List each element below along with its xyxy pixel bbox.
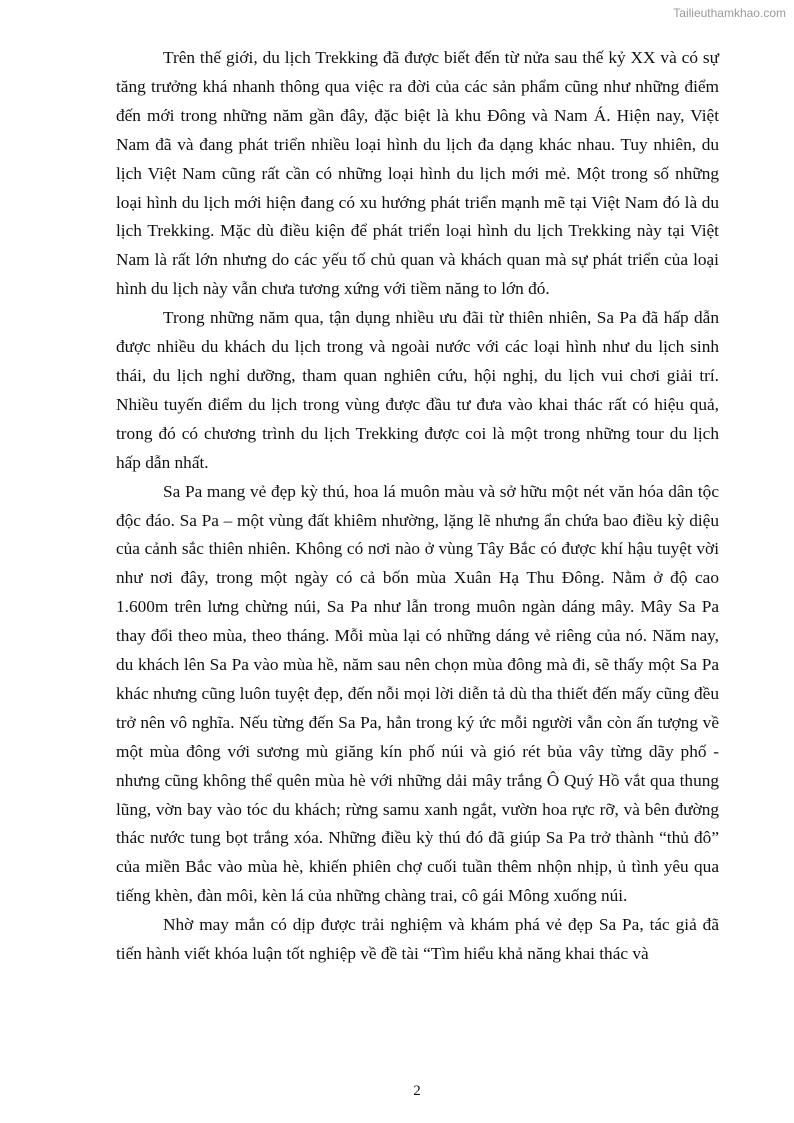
document-body xyxy=(116,44,719,969)
paragraph-sapa-beauty: Sa Pa mang vẻ đẹp kỳ thú, hoa lá muôn màu và sở hữu một nét văn hóa dân tộc độc đáo. Sa Pa – một vùng đất khiêm nhường, lặng lẽ nhưng ẩn chứa bao điều kỳ diệu của cảnh sắc thiên nhiên. Không có nơi nào ở vùng Tây Bắc có được khí hậu tuyệt vời như nơi đây, trong một ngày có cả bốn mùa Xuân Hạ Thu Đông. Nằm ở độ cao 1.600m trên lưng chừng núi, Sa Pa như lẫn trong muôn ngàn dáng mây. Mây Sa Pa thay đổi theo mùa, theo tháng. Mỗi mùa lại có những dáng vẻ riêng của nó. Năm nay, du khách lên Sa Pa vào mùa hề, năm sau nên chọn mùa đông mà đi, sẽ thấy một Sa Pa khác nhưng cũng luôn tuyệt đẹp, đến nỗi mọi lời diễn tả dù tha thiết đến mấy cũng đều trở nên vô nghĩa. Nếu từng đến Sa Pa, hẳn trong ký ức mỗi người vẫn còn ấn tượng về một mùa đông với sương mù giăng kín phố núi và gió rét bủa vây từng dãy phố - nhưng cũng không thể quên mùa hè với những dải mây trắng Ô Quý Hồ vắt qua thung lũng, vờn bay vào tóc du khách; rừng samu xanh ngắt, vườn hoa rực rỡ, và bên đường thác nước tung bọt trắng xóa. Những điều kỳ thú đó đã giúp Sa Pa trở thành “thủ đô” của miền Bắc vào mùa hè, khiến phiên chợ cuối tuần thêm nhộn nhịp, ủ tình yêu qua tiếng khèn, đàn môi, kèn lá của những chàng trai, cô gái Mông xuống núi. xyxy=(116,481,719,906)
paragraph-sapa-tourism: Trong những năm qua, tận dụng nhiều ưu đãi từ thiên nhiên, Sa Pa đã hấp dẫn được nhiều du khách du lịch trong và ngoài nước với các loại hình như du lịch sinh thái, du lịch nghỉ dưỡng, tham quan nghiên cứu, hội nghị, du lịch vui chơi giải trí. Nhiều tuyến điểm du lịch trong vùng được đầu tư đưa vào khai thác rất có hiệu quả, trong đó có chương trình du lịch Trekking được coi là một trong những tour du lịch hấp dẫn nhất. xyxy=(116,308,719,472)
paragraph-thesis-purpose: Nhờ may mắn có dịp được trải nghiệm và khám phá vẻ đẹp Sa Pa, tác giả đã tiến hành viết khóa luận tốt nghiệp về đề tài “Tìm hiểu khả năng khai thác và xyxy=(116,915,719,964)
page-number: 2 xyxy=(413,1083,421,1099)
watermark-text: Tailieuthamkhao.com xyxy=(673,6,786,20)
paragraph-trekking-intro: Trên thế giới, du lịch Trekking đã được biết đến từ nửa sau thế kỷ XX và có sự tăng trưởng khá nhanh thông qua việc ra đời của các sản phẩm cũng như những điểm đến mới trong những năm gần đây, đặc biệt là khu Đông và Nam Á. Hiện nay, Việt Nam đã và đang phát triển nhiều loại hình du lịch đa dạng khác nhau. Tuy nhiên, du lịch Việt Nam cũng rất cần có những loại hình du lịch mới mẻ. Một trong số những loại hình du lịch mới hiện đang có xu hướng phát triển mạnh mẽ tại Việt Nam đó là du lịch Trekking. Mặc dù điều kiện để phát triển loại hình du lịch Trekking này tại Việt Nam là rất lớn nhưng do các yếu tố chủ quan và khách quan mà sự phát triển của loại hình du lịch này vẫn chưa tương xứng với tiềm năng to lớn đó. xyxy=(116,48,719,299)
